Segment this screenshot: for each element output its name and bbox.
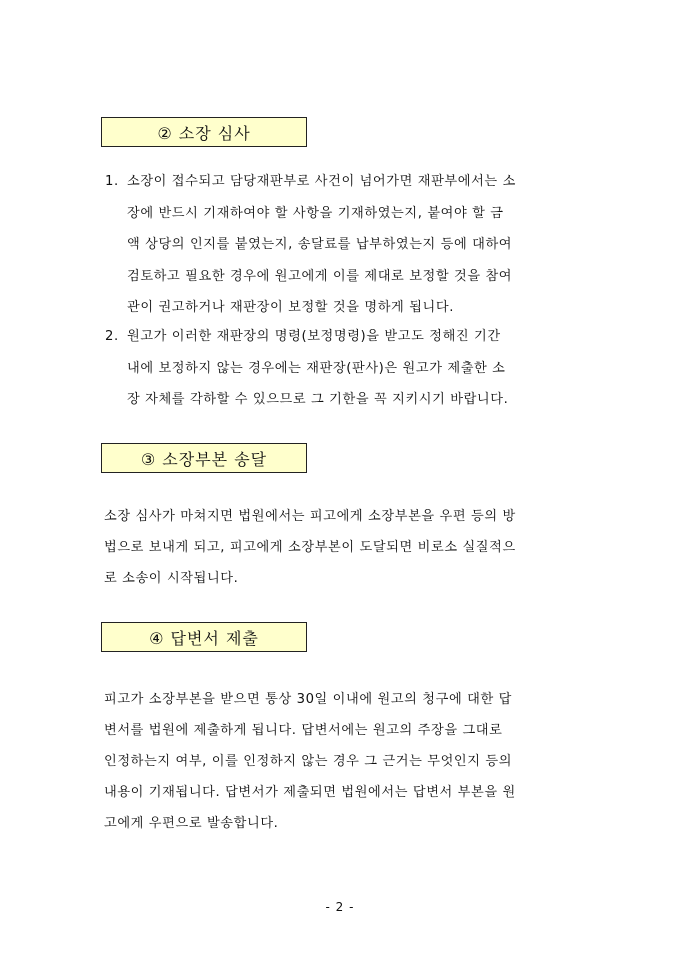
list-item-line	[105, 325, 508, 357]
list-item-text: 소장이 접수되고 담당재판부로 사건이 넘어가면 재판부에서는 소	[127, 174, 516, 189]
paragraph-line: 변서를 법원에 제출하게 됩니다. 답변서에는 원고의 주장을 그대로	[104, 723, 503, 738]
list-item-number: 1.	[105, 174, 119, 189]
list-item-line: 장에 반드시 기재하여야 할 사항을 기재하였는지, 붙여야 할 금	[127, 205, 504, 221]
paragraph-answer	[104, 688, 516, 843]
list-item-text: 원고가 이러한 재판장의 명령(보정명령)을 받고도 정해진 기간	[127, 329, 501, 344]
paragraph-line: 로 소송이 시작됩니다.	[104, 571, 239, 586]
section-heading-answer	[101, 622, 307, 652]
paragraph-line: 소장 심사가 마쳐지면 법원에서는 피고에게 소장부본을 우편 등의 방	[104, 509, 516, 524]
page-number: - 2 -	[325, 900, 355, 914]
numbered-list	[105, 170, 516, 328]
section-heading-text: ③ 소장부본 송달	[140, 449, 268, 469]
list-item-line: 관이 권고하거나 재판장이 보정할 것을 명하게 됩니다.	[127, 300, 455, 315]
paragraph-line: 피고가 소장부본을 받으면 통상 30일 이내에 원고의 청구에 대한 답	[104, 692, 512, 707]
list-item-line: 검토하고 필요한 경우에 원고에게 이를 제대로 보정할 것을 참여	[127, 268, 513, 284]
list-item-line: 장 자체를 각하할 수 있으므로 그 기한을 꼭 지키시기 바랍니다.	[127, 392, 509, 407]
section-heading-text: ④ 답변서 제출	[149, 628, 259, 648]
numbered-list	[105, 325, 508, 420]
list-item-number: 2.	[105, 329, 119, 344]
list-item-line	[105, 170, 516, 202]
list-item-line: 내에 보정하지 않는 경우에는 재판장(판사)은 원고가 제출한 소	[127, 360, 506, 376]
paragraph-line: 내용이 기재됩니다. 답변서가 제출되면 법원에서는 답변서 부본을 원	[104, 785, 516, 800]
paragraph-line: 고에게 우편으로 발송합니다.	[104, 816, 279, 831]
paragraph-line: 인정하는지 여부, 이를 인정하지 않는 경우 그 근거는 무엇인지 등의	[104, 754, 513, 769]
list-item-line: 액 상당의 인지를 붙였는지, 송달료를 납부하였는지 등에 대하여	[127, 237, 513, 252]
section-heading-text: ② 소장 심사	[157, 123, 251, 143]
section-heading-service	[101, 443, 307, 473]
paragraph-service	[104, 505, 516, 598]
paragraph-line: 법으로 보내게 되고, 피고에게 소장부본이 도달되면 비로소 실질적으	[104, 540, 516, 555]
section-heading-complaint-review	[101, 117, 307, 147]
